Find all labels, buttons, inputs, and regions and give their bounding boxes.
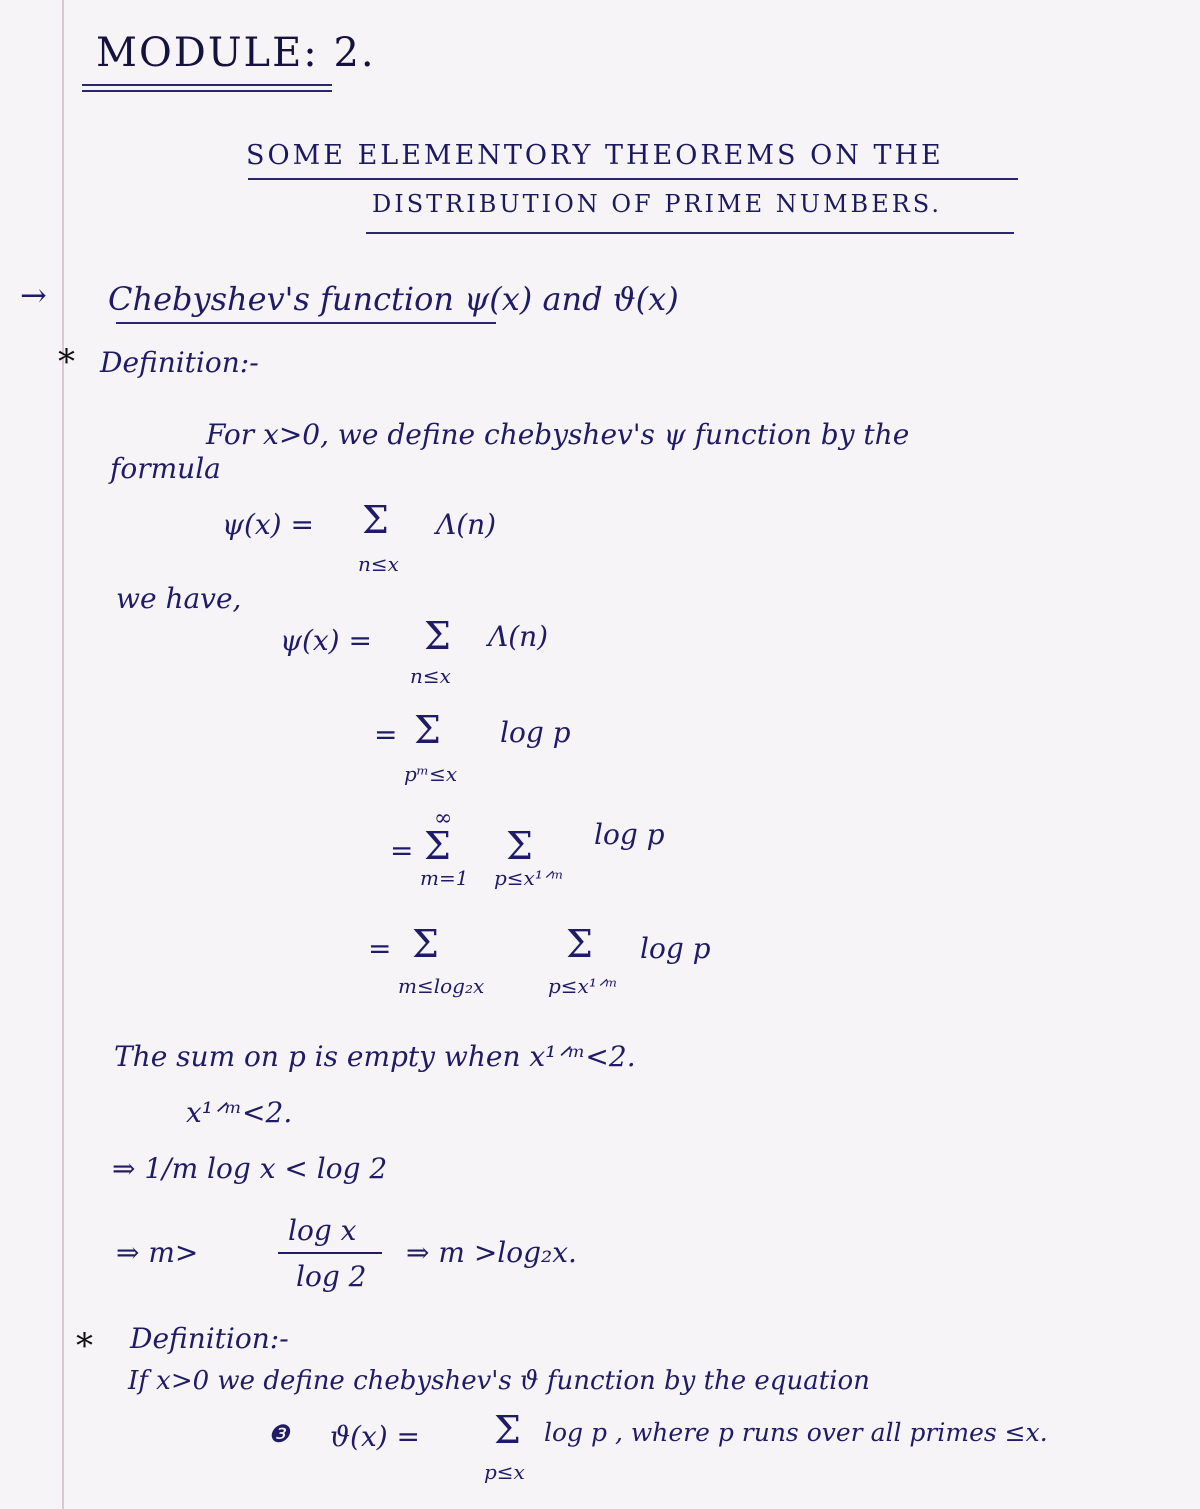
deriv-line1-term: Λ(n)	[488, 620, 549, 653]
chapter-heading-line2: DISTRIBUTION OF PRIME NUMBERS.	[372, 190, 942, 218]
definition-label: Definition:-	[100, 346, 259, 379]
star-icon-2: *	[76, 1326, 93, 1366]
definition-label-2: Definition:-	[130, 1322, 289, 1355]
deriv-line3-sub1: m=1	[420, 866, 469, 890]
fraction-numerator: log x	[288, 1214, 357, 1247]
deriv-line4-term: log p	[640, 932, 711, 965]
empty-sum-step2: ⇒ 1/m log x < log 2	[112, 1152, 388, 1185]
empty-sum-step1: x¹ᐟᵐ<2.	[186, 1096, 293, 1129]
deriv-line1-sub: n≤x	[410, 664, 451, 688]
star-icon: *	[58, 342, 75, 382]
psi-lhs: ψ(x) =	[222, 508, 314, 541]
von-mangoldt-term: Λ(n)	[436, 508, 497, 541]
theta-term: log p , where p runs over all primes ≤x.	[544, 1418, 1048, 1447]
topic-underline	[116, 322, 496, 324]
topic-heading: Chebyshev's function ψ(x) and ϑ(x)	[108, 280, 679, 318]
margin-line	[62, 0, 64, 1509]
deriv-line3-sum2: Σ	[506, 824, 533, 868]
deriv-line4-sum2: Σ	[566, 922, 593, 966]
infinity-sup: ∞	[434, 806, 453, 831]
chapter-heading-underline2	[366, 232, 1014, 234]
definition-text-line2: formula	[110, 452, 221, 485]
arrow-icon: →	[20, 276, 47, 314]
deriv-line3-term: log p	[594, 818, 665, 851]
deriv-line1-lhs: ψ(x) =	[280, 624, 372, 657]
module-title-underline	[82, 84, 332, 86]
we-have-text: we have,	[116, 582, 242, 615]
deriv-line2-sum: Σ	[414, 708, 441, 752]
definition2-text-line1: If x>0 we define chebyshev's ϑ function by the equation	[128, 1366, 870, 1396]
deriv-line2-eq: =	[374, 718, 398, 751]
deriv-line4-sub1: m≤log₂x	[398, 974, 485, 998]
deriv-line4-sum1: Σ	[412, 922, 439, 966]
theta-sum-symbol: Σ	[494, 1408, 521, 1452]
empty-sum-text: The sum on p is empty when x¹ᐟᵐ<2.	[114, 1040, 636, 1073]
sum-symbol: Σ	[362, 498, 389, 542]
deriv-line4-sub2: p≤x¹ᐟᵐ	[548, 974, 618, 998]
theta-lhs: ϑ(x) =	[330, 1420, 421, 1453]
deriv-line4-eq: =	[368, 932, 392, 965]
sum-subscript: n≤x	[358, 552, 399, 576]
chapter-heading-underline1	[248, 178, 1018, 180]
module-title: MODULE: 2.	[96, 30, 376, 76]
deriv-line2-term: log p	[500, 716, 571, 749]
empty-sum-step3-prefix: ⇒ m>	[116, 1236, 199, 1269]
deriv-line2-sub: pᵐ≤x	[404, 762, 458, 786]
deriv-line3-sub2: p≤x¹ᐟᵐ	[494, 866, 564, 890]
definition-text-line1: For x>0, we define chebyshev's ψ function by the	[206, 418, 910, 451]
deriv-line3-sum1: Σ	[424, 824, 451, 868]
chapter-heading-line1: SOME ELEMENTORY THEOREMS ON THE	[246, 140, 944, 171]
fraction-denominator: log 2	[296, 1260, 367, 1293]
empty-sum-step3-suffix: ⇒ m >log₂x.	[406, 1236, 577, 1269]
module-title-underline-2	[82, 90, 332, 92]
theta-sum-subscript: p≤x	[484, 1460, 525, 1484]
deriv-line1-sum: Σ	[424, 614, 451, 658]
deriv-line3-eq: =	[390, 834, 414, 867]
fraction-bar	[278, 1252, 382, 1254]
bullet-icon: ❸	[268, 1420, 290, 1448]
